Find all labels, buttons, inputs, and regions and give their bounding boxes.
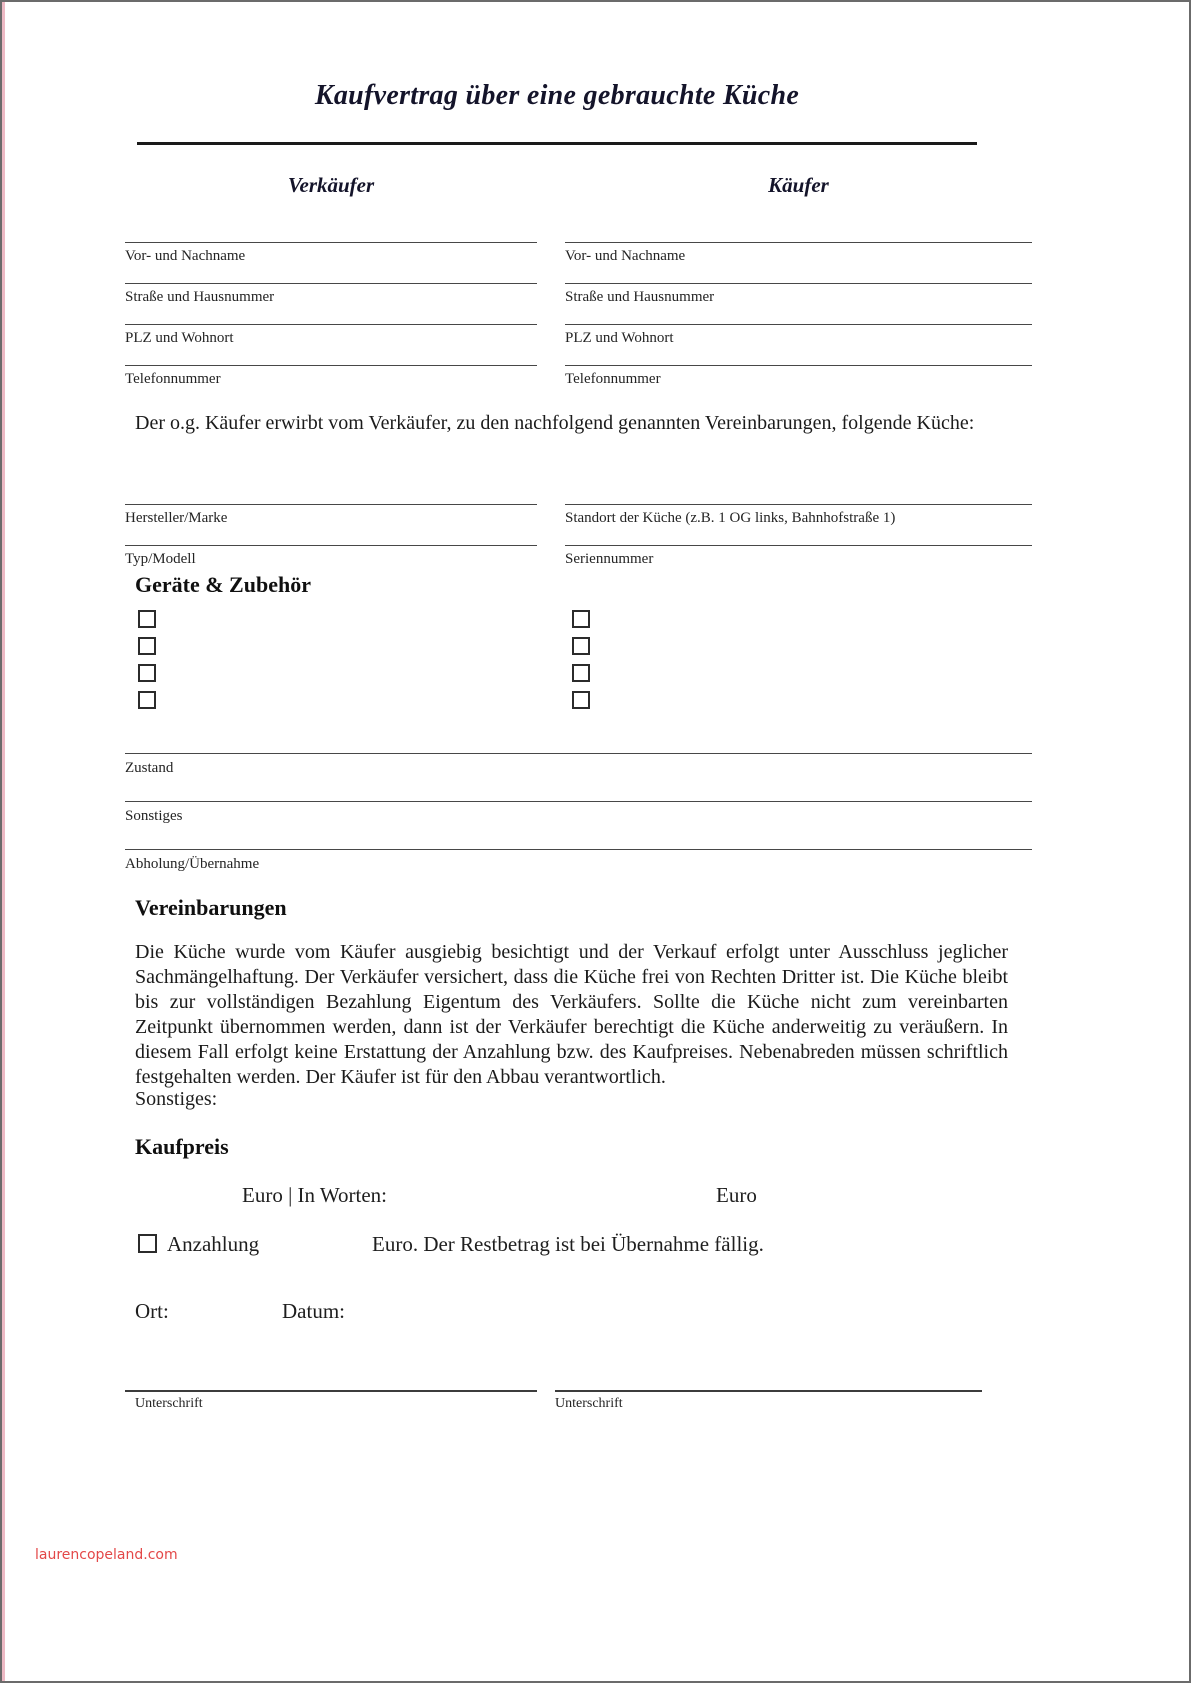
place-label: Ort:	[135, 1299, 169, 1323]
signature-label-seller: Unterschrift	[135, 1396, 203, 1411]
field-label: PLZ und Wohnort	[565, 330, 674, 346]
checkbox	[138, 691, 156, 709]
field-label: Vor- und Nachname	[125, 248, 246, 264]
field-buyer-city	[565, 324, 1032, 365]
field-manufacturer	[125, 504, 537, 545]
field-label: Abholung/Übernahme	[125, 856, 260, 872]
field-label: Straße und Hausnummer	[125, 289, 275, 305]
seller-heading: Verkäufer	[287, 173, 375, 197]
equipment-checkboxes-left	[138, 610, 156, 718]
checkbox	[138, 664, 156, 682]
date-label: Datum:	[282, 1299, 345, 1323]
field-buyer-name	[565, 242, 1032, 283]
field-label: Seriennummer	[565, 551, 654, 567]
deposit-checkbox	[138, 1234, 157, 1253]
checkbox	[138, 610, 156, 628]
agreements-paragraph: Die Küche wurde vom Käufer ausgiebig besichtigt und der Verkauf erfolgt unter Ausschluss jeglicher Sachmängelhaftung. Der Verkäufer versichert, dass die Küche frei von Rechten Dritter ist. Die Küche bleibt bis zur vollständigen Bezahlung Eigentum des Verkäufers. Sollte die Küche nicht zum vereinbarten Zeitpunkt übernommen werden, dann ist der Verkäufer berechtigt die Küche anderweitig zu veräußern. In diesem Fall erfolgt keine Erstattung der Anzahlung bzw. des Kaufpreises. Nebenabreden müssen schriftlich festgehalten werden. Der Käufer ist für den Abbau verantwortlich.	[135, 941, 1008, 1088]
signature-label-buyer: Unterschrift	[555, 1396, 623, 1411]
field-label: Standort der Küche (z.B. 1 OG links, Bahnhofstraße 1)	[565, 510, 896, 526]
agreements-heading: Vereinbarungen	[135, 895, 287, 920]
watermark-text: laurencopeland.com	[35, 1547, 178, 1563]
party-headings	[125, 173, 1032, 198]
field-label: Vor- und Nachname	[565, 248, 686, 264]
checkbox	[138, 637, 156, 655]
checkbox	[572, 637, 590, 655]
field-label: Hersteller/Marke	[125, 510, 228, 526]
field-buyer-phone	[565, 365, 1032, 406]
signature-line-buyer	[555, 1390, 982, 1392]
checkbox	[572, 664, 590, 682]
field-condition	[125, 753, 1032, 801]
signature-line-seller	[125, 1390, 537, 1392]
checkbox	[572, 691, 590, 709]
field-label: Typ/Modell	[125, 551, 196, 567]
field-serial	[565, 545, 1032, 586]
field-label: Zustand	[125, 760, 174, 776]
euro-label: Euro	[716, 1183, 757, 1207]
field-label: Straße und Hausnummer	[565, 289, 715, 305]
page-title: Kaufvertrag über eine gebrauchte Küche	[314, 80, 800, 111]
equipment-checkboxes-right	[572, 610, 590, 718]
equipment-heading: Geräte & Zubehör	[135, 572, 311, 597]
field-label: PLZ und Wohnort	[125, 330, 234, 346]
title-rule	[137, 142, 977, 145]
field-buyer-street	[565, 283, 1032, 324]
deposit-rest-text: Euro. Der Restbetrag ist bei Übernahme fällig.	[372, 1232, 764, 1256]
intro-paragraph: Der o.g. Käufer erwirbt vom Verkäufer, zu den nachfolgend genannten Vereinbarungen, folgende Küche:	[135, 412, 975, 434]
field-seller-phone	[125, 365, 537, 406]
field-other	[125, 801, 1032, 849]
field-seller-street	[125, 283, 537, 324]
field-pickup	[125, 849, 1032, 897]
field-label: Telefonnummer	[125, 371, 221, 387]
deposit-label: Anzahlung	[167, 1232, 260, 1256]
field-seller-city	[125, 324, 537, 365]
field-label: Telefonnummer	[565, 371, 661, 387]
detail-fields	[125, 753, 1032, 897]
field-label: Sonstiges	[125, 808, 183, 824]
price-heading: Kaufpreis	[135, 1134, 229, 1159]
party-fields	[125, 242, 1032, 406]
checkbox	[572, 610, 590, 628]
sonstiges-label: Sonstiges:	[135, 1088, 218, 1110]
field-location	[565, 504, 1032, 545]
euro-in-words-label: Euro | In Worten:	[242, 1183, 388, 1207]
buyer-heading: Käufer	[768, 173, 829, 197]
field-seller-name	[125, 242, 537, 283]
